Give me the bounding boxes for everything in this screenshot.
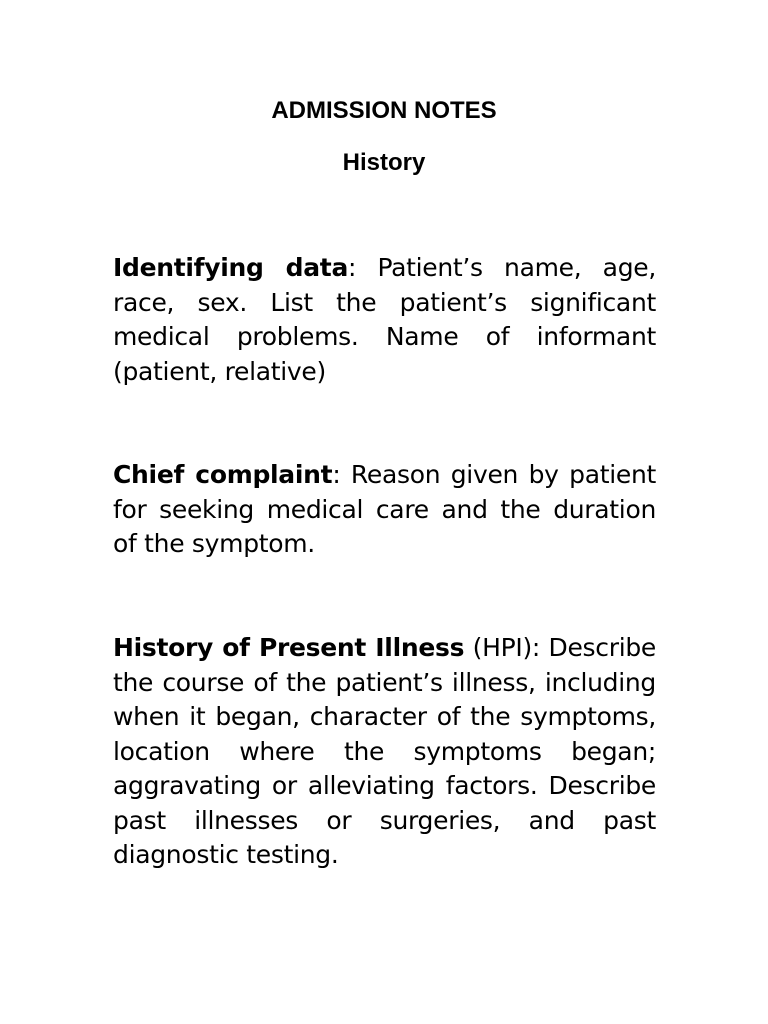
section-body: (HPI): Describe the course of the patient’s illness, including when it began, character of the symptoms, location where the symptoms began; aggravating or alleviating factors. Describe past illnesses or surgeries, and past diagnostic testing. <box>113 633 656 869</box>
section-identifying-data <box>113 251 656 389</box>
page-subtitle: History <box>342 149 426 176</box>
section-body: : Reason given by patient for seeking medical care and the duration of the symptom. <box>113 460 657 558</box>
section-body: : Patient’s name, age, race, sex. List the patient’s significant medical problems. Name of informant (patient, relative) <box>113 253 657 386</box>
section-chief-complaint <box>113 458 656 562</box>
page-title: ADMISSION NOTES <box>271 97 497 124</box>
section-term: Chief complaint <box>113 460 333 489</box>
section-term: Identifying data <box>113 253 349 282</box>
section-term: History of Present Illness <box>113 633 465 662</box>
section-history-of-present-illness <box>113 631 656 873</box>
